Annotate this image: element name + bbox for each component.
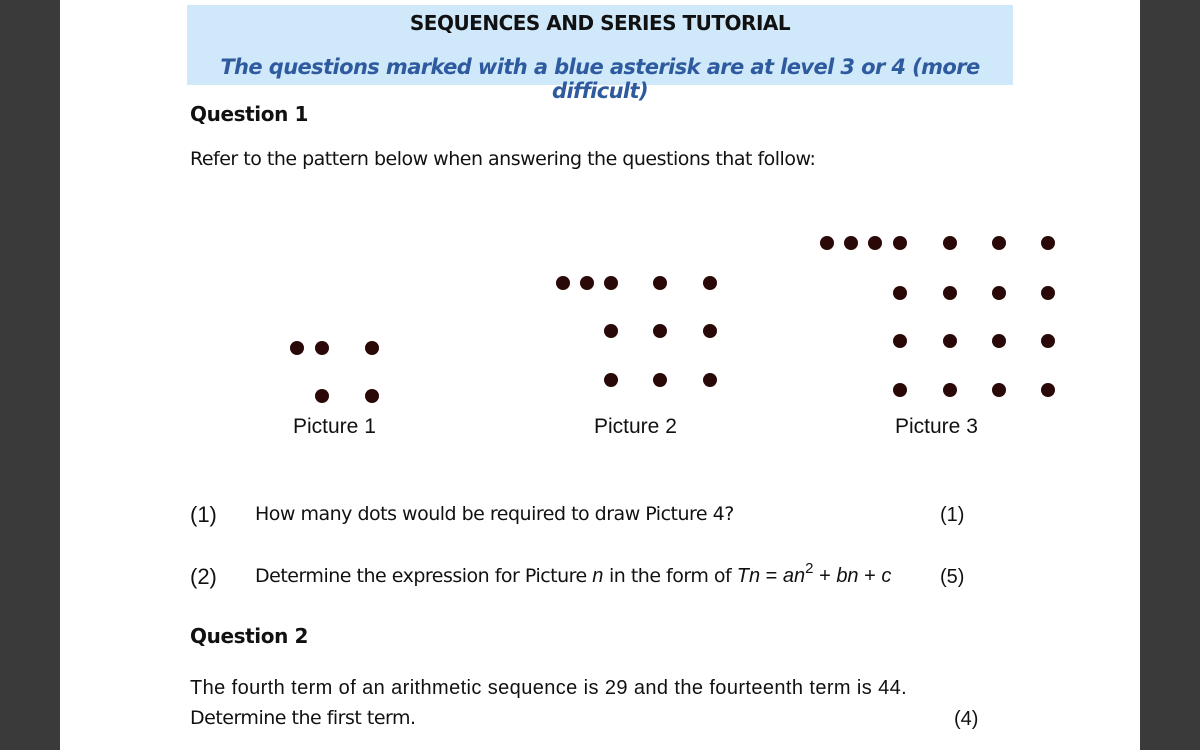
- banner-subtitle: The questions marked with a blue asterisk are at level 3 or 4 (more difficult): [220, 55, 980, 103]
- dot: [653, 324, 667, 338]
- dot: [820, 236, 834, 250]
- picture-1-caption: Picture 1: [293, 415, 376, 438]
- dot: [1041, 383, 1055, 397]
- dot: [992, 334, 1006, 348]
- dot: [703, 324, 717, 338]
- formula-eq: =: [765, 565, 778, 587]
- formula-lhs: Tn: [736, 565, 761, 587]
- dot: [653, 373, 667, 387]
- dot: [992, 236, 1006, 250]
- dot: [893, 286, 907, 300]
- question-2-line-2: Determine the first term.: [190, 707, 416, 729]
- dot: [703, 373, 717, 387]
- dot: [604, 276, 618, 290]
- item-1-text: How many dots would be required to draw Picture 4?: [255, 503, 734, 525]
- dot: [893, 383, 907, 397]
- formula-plus-2: +: [864, 565, 876, 587]
- dot: [943, 286, 957, 300]
- item-1-number: (1): [190, 502, 217, 527]
- dot: [844, 236, 858, 250]
- dot: [556, 276, 570, 290]
- item-2-text-mid: in the form of: [608, 565, 732, 587]
- item-2-marks: (5): [940, 566, 965, 588]
- item-2-text: [255, 560, 892, 588]
- dot: [365, 341, 379, 355]
- var-n: n: [592, 565, 604, 587]
- formula-an: an: [782, 565, 806, 587]
- dot: [1041, 286, 1055, 300]
- picture-3-caption: Picture 3: [895, 415, 978, 438]
- picture-2-caption: Picture 2: [594, 415, 677, 438]
- dot: [992, 286, 1006, 300]
- question-2-heading: Question 2: [190, 624, 308, 648]
- question-2-marks: (4): [954, 708, 979, 730]
- banner-title: SEQUENCES AND SERIES TUTORIAL: [409, 11, 791, 35]
- dot: [604, 324, 618, 338]
- formula: [736, 560, 892, 587]
- item-2-number: (2): [190, 564, 217, 589]
- dot: [604, 373, 618, 387]
- dot: [943, 334, 957, 348]
- item-2-text-prefix: Determine the expression for Picture: [255, 565, 587, 587]
- dot: [703, 276, 717, 290]
- dot: [580, 276, 594, 290]
- formula-c: c: [881, 565, 892, 587]
- tutorial-banner: [187, 5, 1013, 103]
- formula-exp: 2: [805, 560, 814, 577]
- question-1-heading: Question 1: [190, 102, 308, 126]
- dot: [315, 389, 329, 403]
- dot: [893, 334, 907, 348]
- formula-bn: bn: [836, 565, 859, 587]
- dot: [1041, 236, 1055, 250]
- dot: [315, 341, 329, 355]
- dot: [893, 236, 907, 250]
- dot: [1041, 334, 1055, 348]
- dot: [290, 341, 304, 355]
- item-1-marks: (1): [940, 504, 965, 526]
- dot: [365, 389, 379, 403]
- dot: [943, 236, 957, 250]
- question-1-intro: Refer to the pattern below when answering the questions that follow:: [190, 148, 816, 170]
- dot: [868, 236, 882, 250]
- dot: [653, 276, 667, 290]
- document-page: [60, 0, 1140, 750]
- question-2-line-1: The fourth term of an arithmetic sequence is 29 and the fourteenth term is 44.: [190, 677, 908, 699]
- dot: [992, 383, 1006, 397]
- formula-plus-1: +: [819, 565, 831, 587]
- dot: [943, 383, 957, 397]
